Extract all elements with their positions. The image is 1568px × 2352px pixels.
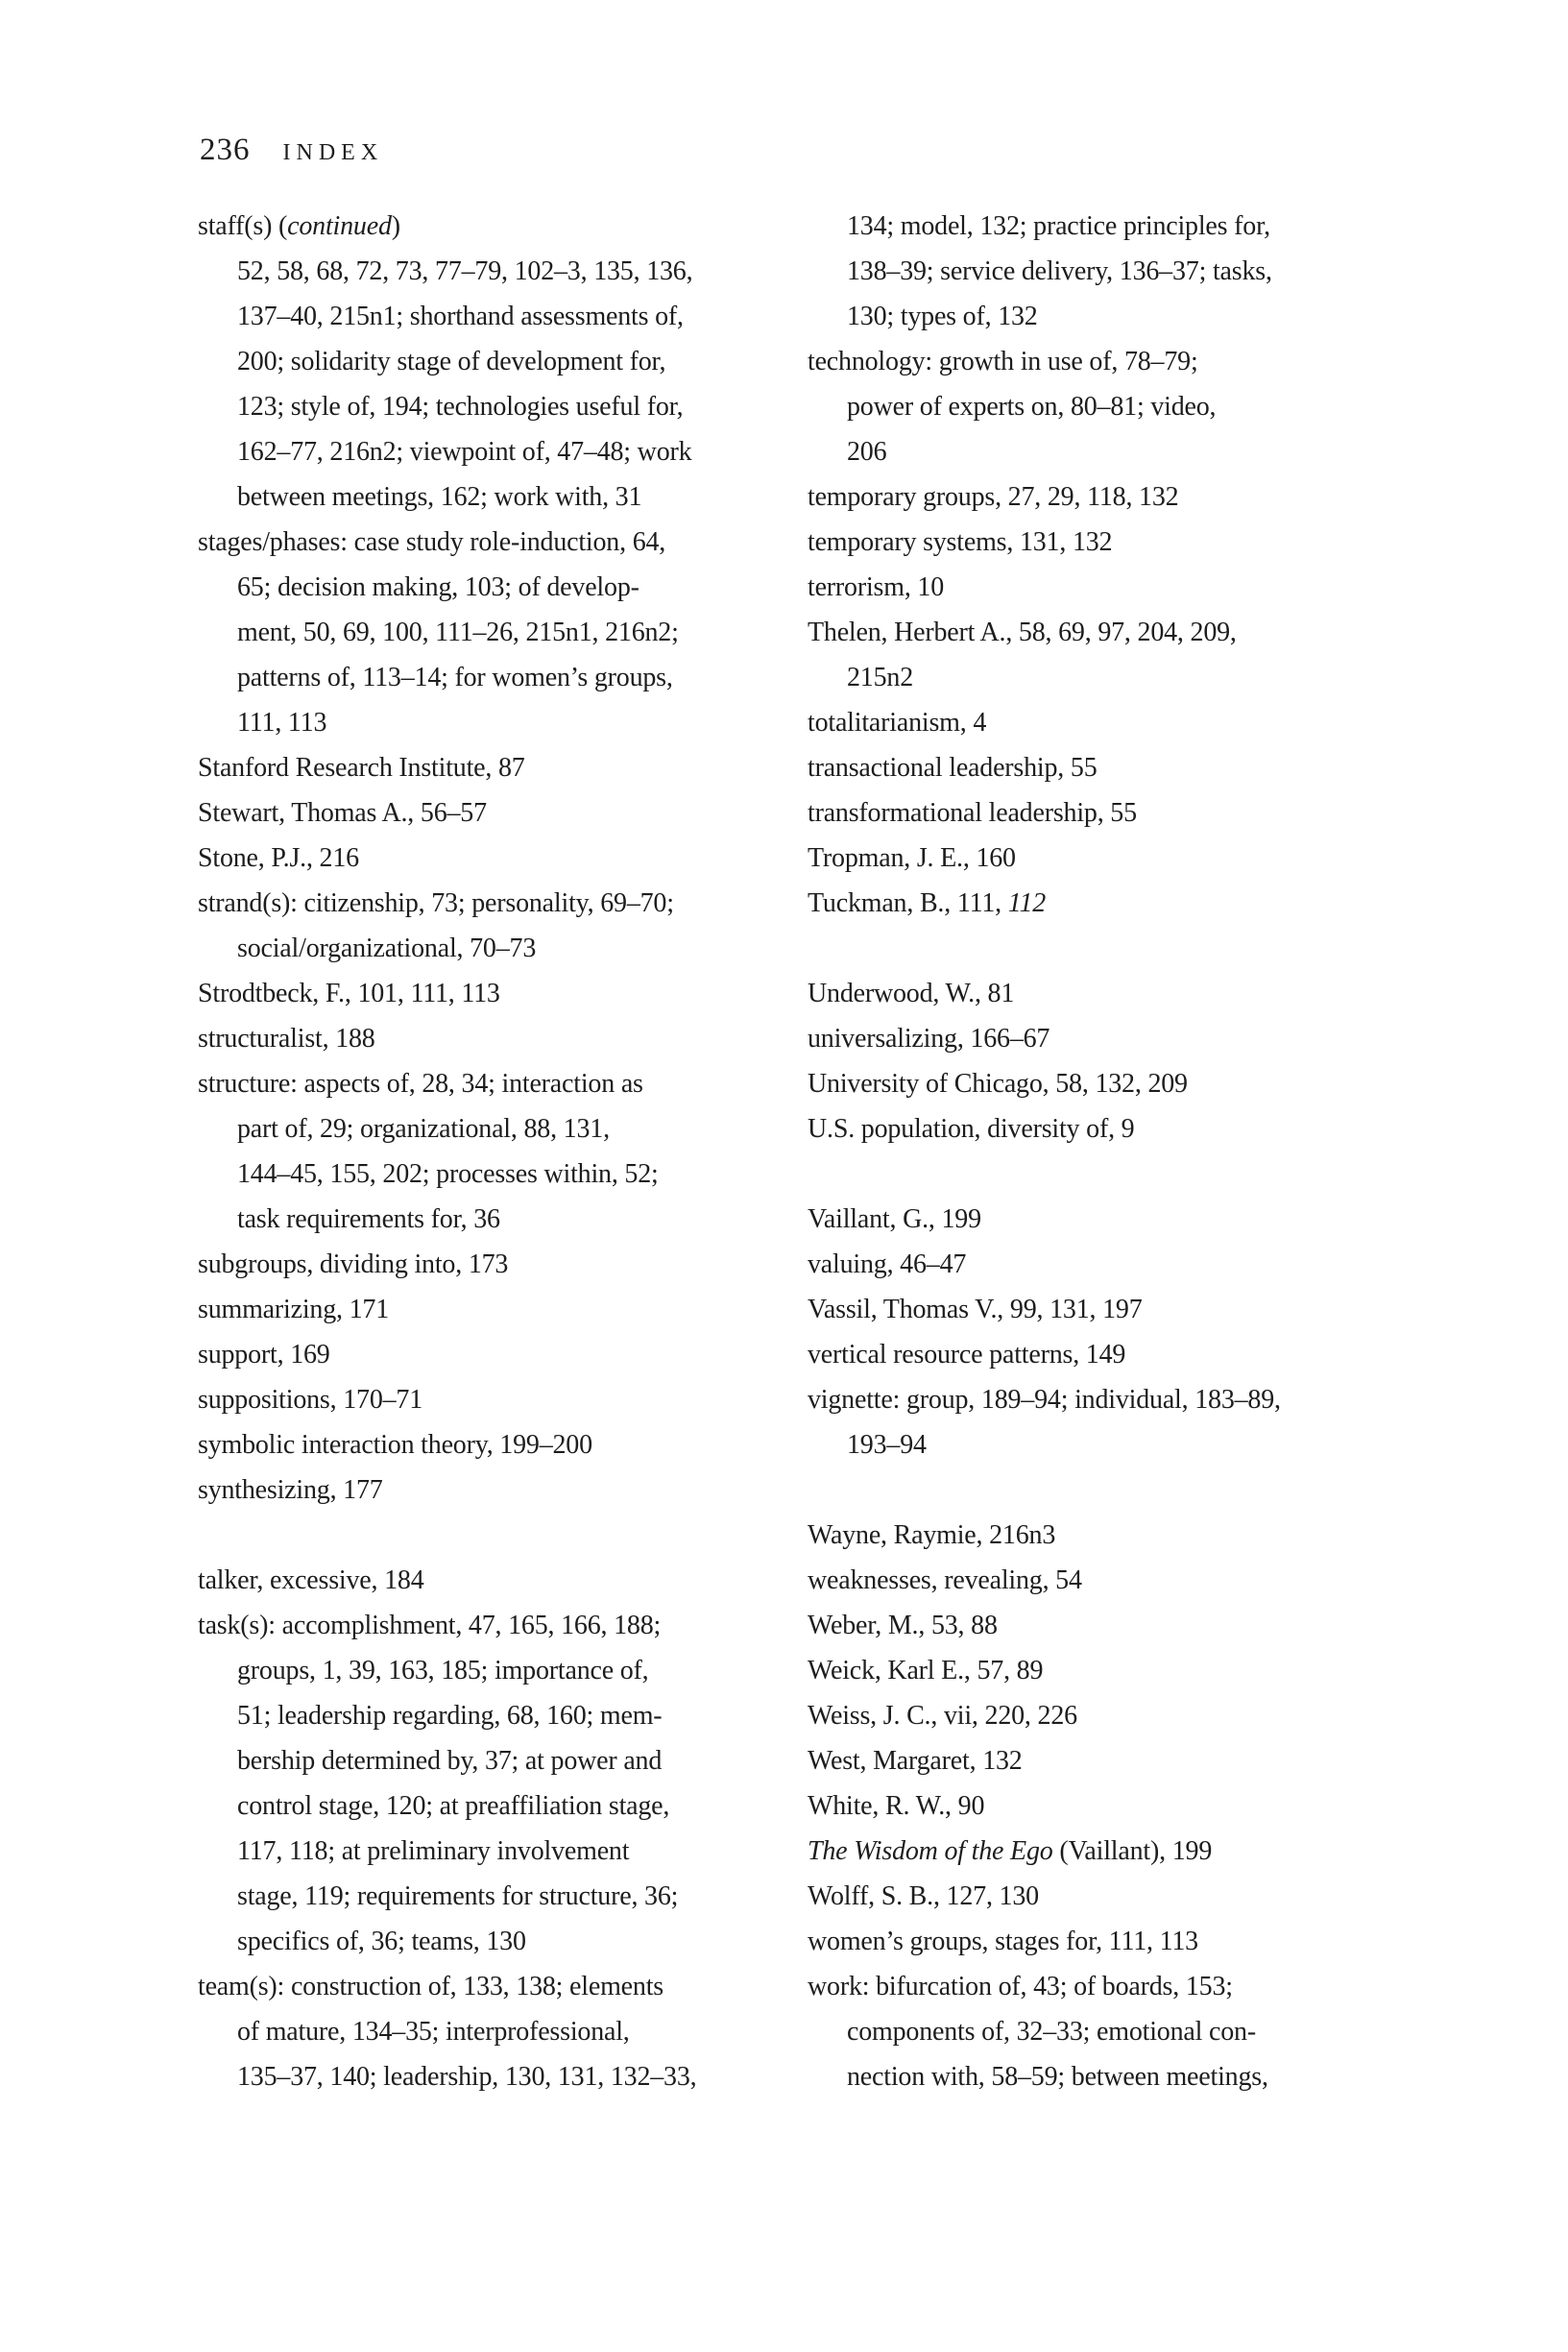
index-line-text: Vassil, Thomas V., 99, 131, 197 <box>808 1295 1143 1324</box>
index-line-text: components of, 32–33; emotional con- <box>847 2017 1256 2047</box>
index-line-text: specifics of, 36; teams, 130 <box>237 1927 526 1956</box>
index-line-text: weaknesses, revealing, 54 <box>808 1565 1082 1595</box>
index-line <box>198 249 832 294</box>
index-line <box>198 1603 832 1648</box>
index-line-italic-segment: continued <box>287 211 392 241</box>
index-line <box>808 1919 1441 1964</box>
index-line-text: Stewart, Thomas A., 56–57 <box>198 798 487 828</box>
index-line <box>198 655 832 700</box>
index-line-text: 65; decision making, 103; of develop- <box>237 572 639 602</box>
index-line <box>198 204 832 249</box>
index-line-text: terrorism, 10 <box>808 572 945 602</box>
index-line <box>198 565 832 610</box>
index-line-text: Underwood, W., 81 <box>808 979 1015 1008</box>
index-line <box>808 2009 1441 2054</box>
index-line-text: 51; leadership regarding, 68, 160; mem- <box>237 1701 663 1731</box>
index-line-text: task requirements for, 36 <box>237 1204 500 1234</box>
index-line-text: Wayne, Raymie, 216n3 <box>808 1520 1056 1550</box>
index-line <box>198 1467 832 1513</box>
index-line-text: symbolic interaction theory, 199–200 <box>198 1430 592 1460</box>
index-line <box>808 384 1441 429</box>
index-line <box>808 1964 1441 2009</box>
index-line <box>198 520 832 565</box>
index-line <box>808 2054 1441 2099</box>
index-line <box>808 1513 1441 1558</box>
index-line-text: 162–77, 216n2; viewpoint of, 47–48; work <box>237 437 692 467</box>
index-line-text: staff(s) ( <box>198 211 288 241</box>
index-line <box>808 294 1441 339</box>
index-line <box>808 1106 1441 1152</box>
index-line-text: (Vaillant), 199 <box>1052 1836 1213 1866</box>
index-line-text: technology: growth in use of, 78–79; <box>808 347 1198 376</box>
index-line-text: support, 169 <box>198 1340 330 1370</box>
index-line <box>198 745 832 790</box>
running-head <box>200 133 383 168</box>
index-line <box>808 429 1441 474</box>
index-line-text: Strodtbeck, F., 101, 111, 113 <box>198 979 500 1008</box>
index-line <box>808 1558 1441 1603</box>
index-line <box>198 971 832 1016</box>
index-line <box>198 1106 832 1152</box>
index-line <box>198 1783 832 1829</box>
index-line-text: structuralist, 188 <box>198 1024 375 1054</box>
index-line-text: Weick, Karl E., 57, 89 <box>808 1656 1044 1685</box>
index-line-text: Vaillant, G., 199 <box>808 1204 981 1234</box>
index-line-text: of mature, 134–35; interprofessional, <box>237 2017 630 2047</box>
index-line-italic-segment: The Wisdom of the Ego <box>808 1836 1053 1866</box>
index-line-text: part of, 29; organizational, 88, 131, <box>237 1114 610 1144</box>
index-line-text: valuing, 46–47 <box>808 1249 967 1279</box>
index-line-text: West, Margaret, 132 <box>808 1746 1023 1776</box>
index-line-text: University of Chicago, 58, 132, 209 <box>808 1069 1188 1099</box>
index-line <box>808 1738 1441 1783</box>
index-line-text: 137–40, 215n1; shorthand assessments of, <box>237 302 684 331</box>
index-line-text: work: bifurcation of, 43; of boards, 153; <box>808 1972 1233 2001</box>
index-line-text: vertical resource patterns, 149 <box>808 1340 1126 1370</box>
index-line <box>198 1197 832 1242</box>
index-line <box>808 881 1441 926</box>
index-line-text: stages/phases: case study role-induction, 64, <box>198 527 666 557</box>
index-line-text: Weiss, J. C., vii, 220, 226 <box>808 1701 1077 1731</box>
index-line-text: team(s): construction of, 133, 138; elements <box>198 1972 663 2001</box>
index-line-text: power of experts on, 80–81; video, <box>847 392 1217 422</box>
index-line <box>808 1242 1441 1287</box>
blank-line <box>198 1513 832 1558</box>
index-line <box>198 836 832 881</box>
index-line <box>198 1287 832 1332</box>
index-line <box>198 1648 832 1693</box>
index-line-text: Weber, M., 53, 88 <box>808 1611 998 1640</box>
index-line <box>808 836 1441 881</box>
index-line <box>198 1964 832 2009</box>
index-line <box>198 1152 832 1197</box>
index-line-text: 130; types of, 132 <box>847 302 1038 331</box>
index-line <box>198 2054 832 2099</box>
index-line-text: stage, 119; requirements for structure, 36; <box>237 1881 679 1911</box>
index-line <box>198 1377 832 1422</box>
index-line <box>808 1783 1441 1829</box>
index-line <box>198 1332 832 1377</box>
index-line-text: temporary systems, 131, 132 <box>808 527 1113 557</box>
index-line <box>808 1197 1441 1242</box>
index-line <box>198 429 832 474</box>
index-line-text: 123; style of, 194; technologies useful for, <box>237 392 684 422</box>
index-line-text: Wolff, S. B., 127, 130 <box>808 1881 1039 1911</box>
index-line <box>198 339 832 384</box>
index-line <box>808 1829 1441 1874</box>
index-line-text: structure: aspects of, 28, 34; interaction as <box>198 1069 643 1099</box>
index-line <box>808 520 1441 565</box>
index-line <box>198 1422 832 1467</box>
index-line-text: totalitarianism, 4 <box>808 708 987 738</box>
index-line-text: ment, 50, 69, 100, 111–26, 215n1, 216n2; <box>237 618 679 647</box>
index-line-text: 111, 113 <box>237 708 327 738</box>
index-line-text: women’s groups, stages for, 111, 113 <box>808 1927 1198 1956</box>
index-line-text: task(s): accomplishment, 47, 165, 166, 188; <box>198 1611 662 1640</box>
blank-line <box>808 1152 1441 1197</box>
right-column <box>808 204 1441 2099</box>
index-line-text: social/organizational, 70–73 <box>237 934 537 963</box>
index-line-text: 134; model, 132; practice principles for, <box>847 211 1270 241</box>
index-line <box>198 384 832 429</box>
index-line <box>198 294 832 339</box>
index-line <box>808 1287 1441 1332</box>
index-line-text: 135–37, 140; leadership, 130, 131, 132–33, <box>237 2062 697 2092</box>
index-line-text: Tuckman, B., 111, <box>808 888 1008 918</box>
index-line-text: control stage, 120; at preaffiliation stage, <box>237 1791 670 1821</box>
index-line <box>808 1874 1441 1919</box>
index-line-text: universalizing, 166–67 <box>808 1024 1050 1054</box>
index-line-text: 138–39; service delivery, 136–37; tasks, <box>847 256 1272 286</box>
index-line-text: 215n2 <box>847 663 914 692</box>
index-line <box>808 790 1441 836</box>
index-line <box>198 790 832 836</box>
index-line <box>808 971 1441 1016</box>
index-line <box>808 700 1441 745</box>
index-line <box>198 1738 832 1783</box>
index-line-text: White, R. W., 90 <box>808 1791 985 1821</box>
index-line <box>808 339 1441 384</box>
index-line-text: 193–94 <box>847 1430 927 1460</box>
left-column <box>198 204 832 2099</box>
index-line <box>198 1061 832 1106</box>
index-line <box>198 1829 832 1874</box>
header-label: INDEX <box>282 140 384 165</box>
index-line <box>198 926 832 971</box>
index-line <box>198 474 832 520</box>
index-line <box>808 1648 1441 1693</box>
index-line-text: Tropman, J. E., 160 <box>808 843 1016 873</box>
index-line-text: Stone, P.J., 216 <box>198 843 359 873</box>
index-line <box>198 881 832 926</box>
index-line <box>198 700 832 745</box>
index-line-text: groups, 1, 39, 163, 185; importance of, <box>237 1656 649 1685</box>
index-line-text: transformational leadership, 55 <box>808 798 1137 828</box>
index-line <box>198 1693 832 1738</box>
index-line-text: U.S. population, diversity of, 9 <box>808 1114 1135 1144</box>
index-line-text: subgroups, dividing into, 173 <box>198 1249 509 1279</box>
index-line-text: transactional leadership, 55 <box>808 753 1098 783</box>
index-line <box>808 1693 1441 1738</box>
index-line-text: synthesizing, 177 <box>198 1475 383 1505</box>
index-line-text: 200; solidarity stage of development for, <box>237 347 666 376</box>
index-line-text: 117, 118; at preliminary involvement <box>237 1836 630 1866</box>
blank-line <box>808 1467 1441 1513</box>
index-line-text: 52, 58, 68, 72, 73, 77–79, 102–3, 135, 136, <box>237 256 693 286</box>
index-line <box>808 565 1441 610</box>
index-line-text: 206 <box>847 437 887 467</box>
index-line <box>808 1422 1441 1467</box>
index-line <box>808 249 1441 294</box>
index-line <box>198 610 832 655</box>
index-line-text: bership determined by, 37; at power and <box>237 1746 663 1776</box>
page-number: 236 <box>200 133 251 167</box>
index-line-text: patterns of, 113–14; for women’s groups, <box>237 663 673 692</box>
index-line-text: Stanford Research Institute, 87 <box>198 753 525 783</box>
index-line-text: strand(s): citizenship, 73; personality, 69–70; <box>198 888 674 918</box>
index-line <box>808 204 1441 249</box>
index-line <box>808 474 1441 520</box>
index-line <box>808 1377 1441 1422</box>
index-line <box>198 1242 832 1287</box>
index-line <box>808 1016 1441 1061</box>
index-line-text: suppositions, 170–71 <box>198 1385 423 1415</box>
index-line <box>808 610 1441 655</box>
blank-line <box>808 926 1441 971</box>
index-line <box>198 1874 832 1919</box>
index-line-text: Thelen, Herbert A., 58, 69, 97, 204, 209, <box>808 618 1237 647</box>
index-line <box>808 745 1441 790</box>
index-line-text: temporary groups, 27, 29, 118, 132 <box>808 482 1179 512</box>
index-line-text: ) <box>391 211 400 241</box>
index-line <box>198 2009 832 2054</box>
index-line-text: summarizing, 171 <box>198 1295 389 1324</box>
index-line <box>198 1919 832 1964</box>
index-line <box>808 1603 1441 1648</box>
index-line-text: vignette: group, 189–94; individual, 183–89, <box>808 1385 1281 1415</box>
index-line <box>808 1332 1441 1377</box>
index-line <box>198 1558 832 1603</box>
index-line <box>808 655 1441 700</box>
index-line <box>808 1061 1441 1106</box>
index-line-text: 144–45, 155, 202; processes within, 52; <box>237 1159 659 1189</box>
index-line <box>198 1016 832 1061</box>
index-line-italic-segment: 112 <box>1007 888 1047 918</box>
index-line-text: between meetings, 162; work with, 31 <box>237 482 642 512</box>
index-line-text: nection with, 58–59; between meetings, <box>847 2062 1268 2092</box>
index-line-text: talker, excessive, 184 <box>198 1565 424 1595</box>
